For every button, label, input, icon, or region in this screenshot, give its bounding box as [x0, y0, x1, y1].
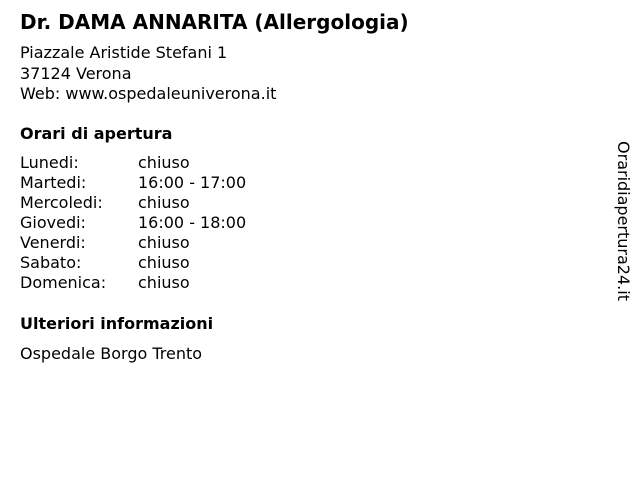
hours-value: chiuso [138, 273, 190, 292]
day-label: Mercoledi: [20, 193, 103, 212]
opening-hours-table [20, 153, 246, 293]
day-label: Domenica: [20, 273, 107, 292]
address-block [20, 43, 276, 105]
website-text: Web: www.ospedaleuniverona.it [20, 84, 277, 103]
hours-row-saturday [20, 253, 246, 273]
street-address: Piazzale Aristide Stefani 1 [20, 43, 228, 62]
hours-row-tuesday [20, 173, 246, 193]
hours-row-thursday [20, 213, 246, 233]
hours-value: chiuso [138, 153, 190, 172]
opening-hours-heading: Orari di apertura [20, 124, 173, 143]
hours-value: 16:00 - 18:00 [138, 213, 247, 232]
day-label: Giovedi: [20, 213, 86, 232]
hours-value: chiuso [138, 253, 190, 272]
more-info-text: Ospedale Borgo Trento [20, 344, 203, 363]
day-label: Martedi: [20, 173, 87, 192]
hours-value: chiuso [138, 193, 190, 212]
day-label: Lunedi: [20, 153, 79, 172]
more-info-heading: Ulteriori informazioni [20, 314, 214, 333]
hours-value: 16:00 - 17:00 [138, 173, 247, 192]
hours-row-sunday [20, 273, 246, 293]
hours-row-wednesday [20, 193, 246, 213]
hours-value: chiuso [138, 233, 190, 252]
site-watermark: Oraridiapertura24.it [614, 141, 633, 301]
day-label: Venerdi: [20, 233, 86, 252]
city-address: 37124 Verona [20, 63, 132, 83]
page-title: Dr. DAMA ANNARITA (Allergologia) [20, 10, 409, 34]
day-label: Sabato: [20, 253, 82, 272]
hours-row-friday [20, 233, 246, 253]
hours-row-monday [20, 153, 246, 173]
